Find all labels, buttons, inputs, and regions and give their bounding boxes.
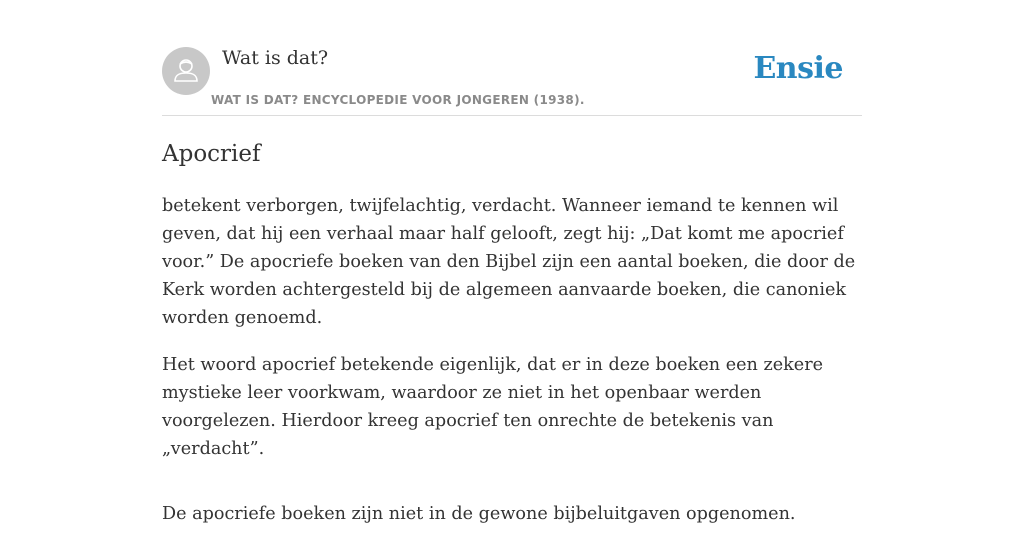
source-header: [162, 0, 862, 116]
user-silhouette-icon[interactable]: [162, 47, 210, 95]
entry-paragraph: betekent verborgen, twijfelachtig, verdacht. Wanneer iemand te kennen wil geven, dat hij een verhaal maar half gelooft, zegt hij: „Dat komt me apocrief voor.” De apocriefe boeken van den Bijbel zijn een aantal boeken, die door de Kerk worden achtergesteld bij de algemeen aanvaarde boeken, die canoniek worden genoemd.: [162, 196, 856, 328]
page: [162, 0, 862, 524]
entry-paragraph: Het woord apocrief betekende eigenlijk, dat er in deze boeken een zekere mystieke leer voorkwam, waardoor ze niet in het openbaar werden voorgelezen. Hierdoor kreeg apocrief ten onrechte de betekenis van „verdacht”.: [162, 355, 824, 459]
source-subtitle: WAT IS DAT? ENCYCLOPEDIE VOOR JONGEREN (1938).: [211, 93, 585, 107]
brand-logo[interactable]: Ensie: [753, 51, 843, 86]
source-title[interactable]: Wat is dat?: [222, 47, 329, 69]
entry-body: [162, 192, 862, 547]
entry-title: Apocrief: [162, 141, 261, 167]
entry-paragraph: De apocriefe boeken zijn niet in de gewone bijbeluitgaven opgenomen.: [162, 504, 796, 524]
